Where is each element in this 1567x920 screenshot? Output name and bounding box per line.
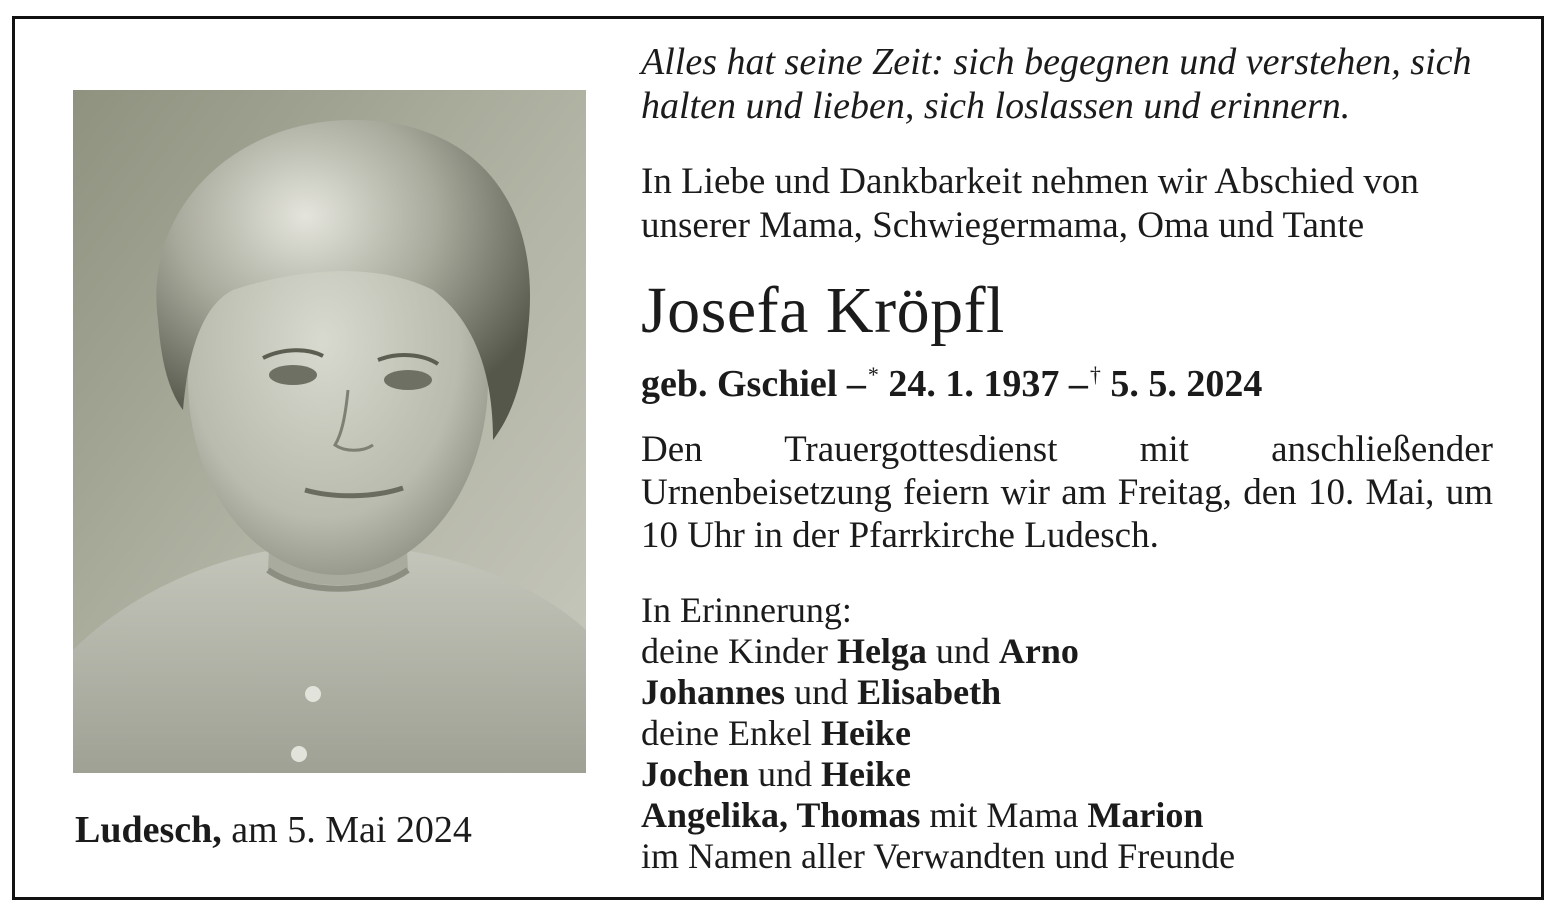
death-separator: – xyxy=(1068,363,1088,405)
mourner-text: deine Enkel xyxy=(641,713,821,753)
mourner-name: Helga xyxy=(836,631,927,671)
mourner-line xyxy=(641,672,1493,713)
birth-date: 24. 1. 1937 xyxy=(888,363,1060,405)
mourner-line xyxy=(641,631,1493,672)
funeral-service-info: Den Trauergottesdienst mit anschließender Urnenbeisetzung feiern wir am Freitag, den 10. Mai, um 10 Uhr in der Pfarrkirche Ludesch. xyxy=(641,429,1493,556)
birth-name: geb. Gschiel xyxy=(641,363,838,405)
mourner-text: und xyxy=(749,754,821,794)
mourner-text: im Namen aller Verwandten und Freunde xyxy=(641,836,1236,876)
mourner-text: mit Mama xyxy=(920,795,1088,835)
mourner-line xyxy=(641,836,1493,877)
mourners-list xyxy=(641,631,1493,877)
portrait-photo xyxy=(73,90,586,773)
mourner-text: und xyxy=(926,631,999,671)
mourner-name: Jochen xyxy=(641,754,749,794)
opening-quote xyxy=(641,40,1493,128)
remembrance-heading: In Erinnerung: xyxy=(641,590,852,630)
intro-line-2: unserer Mama, Schwiegermama, Oma und Tante xyxy=(641,205,1365,246)
birth-separator: – xyxy=(846,363,866,405)
birth-symbol: * xyxy=(867,362,879,387)
deceased-name: Josefa Kröpfl xyxy=(641,274,1005,347)
mourner-line xyxy=(641,795,1493,836)
death-date: 5. 5. 2024 xyxy=(1110,363,1263,405)
mourner-line xyxy=(641,713,1493,754)
remembrance-section xyxy=(641,590,1493,877)
notice-date: am 5. Mai 2024 xyxy=(231,809,472,851)
quote-line-2: halten und lieben, sich loslassen und erinnern. xyxy=(641,85,1351,127)
mourner-name: Heike xyxy=(821,754,911,794)
place-date xyxy=(75,808,472,852)
farewell-intro xyxy=(641,160,1493,248)
intro-line-1: In Liebe und Dankbarkeit nehmen wir Abschied von xyxy=(641,161,1419,202)
life-dates xyxy=(641,352,1493,407)
mourner-text: deine Kinder xyxy=(641,631,837,671)
place-name: Ludesch, xyxy=(75,809,222,851)
mourner-text: und xyxy=(785,672,858,712)
mourner-name: Marion xyxy=(1087,795,1204,835)
quote-line-1: Alles hat seine Zeit: sich begegnen und verstehen, sich xyxy=(641,41,1472,83)
mourner-line xyxy=(641,754,1493,795)
mourner-name: Angelika, Thomas xyxy=(641,795,921,835)
death-symbol: † xyxy=(1089,362,1101,387)
mourner-name: Heike xyxy=(820,713,911,753)
mourner-name: Arno xyxy=(998,631,1079,671)
mourner-name: Elisabeth xyxy=(857,672,1002,712)
mourner-name: Johannes xyxy=(641,672,786,712)
